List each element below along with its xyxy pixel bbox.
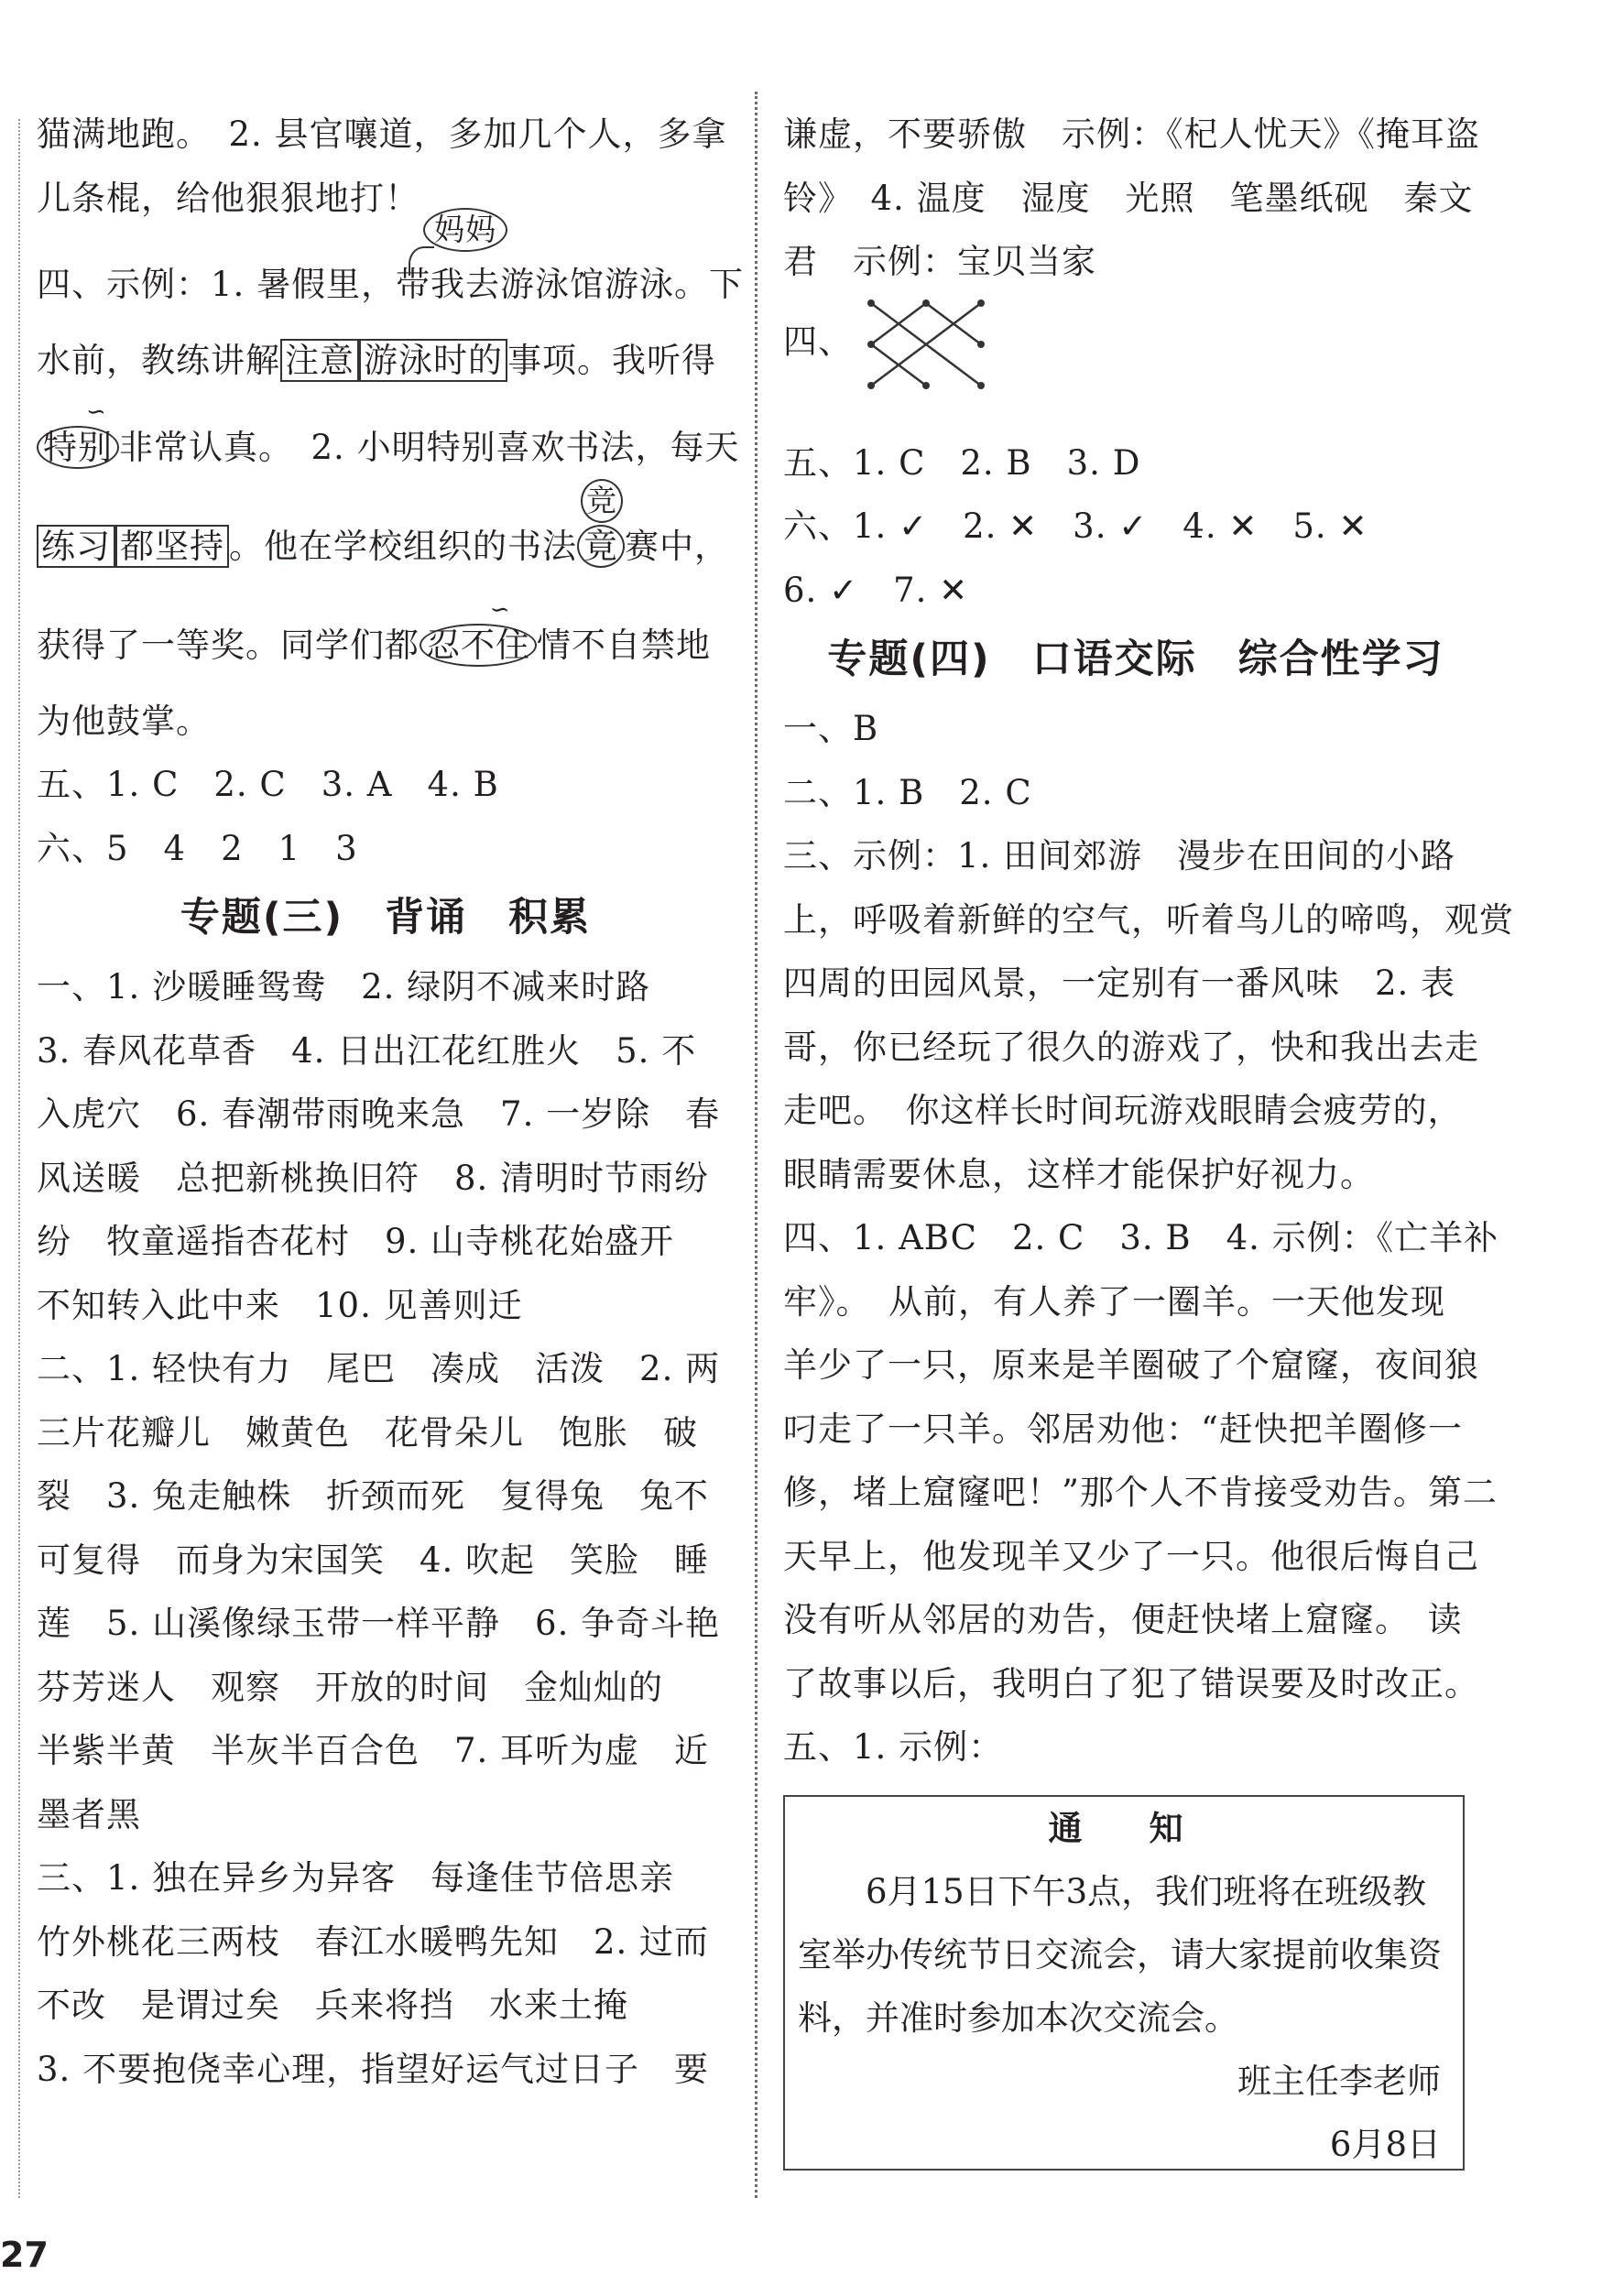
notice-signature: 班主任李老师 (1237, 2062, 1441, 2101)
check-icon: ✓ (1118, 506, 1149, 546)
answer-line: 不知转入此中来 10. 见善则迁 (37, 1285, 523, 1325)
column-divider (755, 92, 757, 2198)
answer-line: 不改 是谓过矣 兵来将挡 水来土掩 (37, 1986, 628, 2025)
correction-mark (577, 482, 625, 566)
boxed-word: 练习 (37, 525, 115, 568)
text-segment: 赛中， (625, 526, 729, 566)
answer-line: 莲 5. 山溪像绿玉带一样平静 6. 争奇斗艳 (37, 1604, 721, 1643)
cross-icon: ✕ (1008, 506, 1039, 546)
section-title: 专题(三) 背诵 积累 (180, 895, 592, 941)
deletion-mark (37, 397, 119, 467)
answer-line: 上，呼吸着新鲜的空气，听着鸟儿的啼鸣，观赏 (783, 899, 1514, 940)
answer-line: 四周的田园风景，一定别有一番风味 2. 表 (783, 963, 1456, 1003)
answer-line: 二、1. 轻快有力 尾巴 凑成 活泼 2. 两 (37, 1349, 721, 1388)
section-title: 专题(四) 口语交际 综合性学习 (827, 637, 1444, 682)
answer-line: 四、1. ABC 2. C 3. B 4. 示例：《亡羊补 (783, 1218, 1499, 1257)
answer-line: 3. 不要抱侥幸心理，指望好运气过日子 要 (37, 2049, 710, 2089)
text-segment: 事项。我听得 (507, 341, 716, 380)
text-segment: 获得了一等奖。同学们都 (37, 625, 420, 665)
text-segment: 3. (1038, 506, 1119, 546)
inserted-word: 妈妈 (423, 208, 507, 252)
text-segment: 情不自禁地 (537, 625, 711, 665)
text-segment: 四、 (783, 321, 853, 361)
answer-line (783, 495, 1488, 559)
answer-line: 三、1. 独在异乡为异客 每逢佳节倍思亲 (37, 1858, 675, 1898)
answer-line: 儿条棍，给他狠狠地打！ (37, 178, 420, 218)
text-segment: 六、1. (783, 506, 899, 546)
cross-icon: ✕ (1228, 506, 1259, 546)
answer-line: 君 示例：宝贝当家 (783, 242, 1096, 281)
answer-line: 五、1. C 2. B 3. D (783, 442, 1141, 483)
answer-line: 墨者黑 (37, 1794, 141, 1834)
text-segment: 非常认真。 2. 小明特别喜欢书法，每天 (119, 427, 740, 467)
answer-line: 五、1. C 2. C 3. A 4. B (37, 765, 499, 804)
circled-word: 忍不住 (420, 624, 537, 667)
text-segment: 带我去游泳馆游泳。下 (396, 265, 745, 304)
answer-line: 半紫半黄 半灰半百合色 7. 耳听为虚 近 (37, 1731, 710, 1770)
answer-line: 铃》 4. 温度 湿度 光照 笔墨纸砚 秦文 (783, 178, 1474, 218)
notice-body: 6月15日下午3点，我们班将在班级教室举办传统节日交流会，请大家提前收集资料，并准时参加本次交流会。 (798, 1872, 1442, 2038)
answer-line (37, 212, 745, 329)
answer-line: 走吧。 你这样长时间玩游戏眼睛会疲劳的， (783, 1091, 1463, 1130)
text-segment: 5. (1258, 506, 1339, 546)
page-number: 27 (0, 2235, 49, 2275)
text-segment: 四、示例：1. 暑假里， (37, 265, 397, 304)
answer-line: 入虎穴 6. 春潮带雨晚来急 7. 一岁除 春 (37, 1094, 721, 1134)
answer-line: 一、1. 沙暖睡鸳鸯 2. 绿阴不减来时路 (37, 967, 651, 1007)
answer-line: 叼走了一只羊。邻居劝他：“赶快把羊圈修一 (783, 1409, 1463, 1449)
answer-line: 一、B (783, 709, 879, 748)
answer-line: 二、1. B 2. C (783, 772, 1032, 812)
answer-line: 纷 牧童遥指杏花村 9. 山寺桃花始盛开 (37, 1222, 675, 1261)
answer-line: 芬芳迷人 观察 开放的时间 金灿灿的 (37, 1667, 663, 1707)
answer-line: 牢》。 从前，有人养了一圈羊。一天他发现 (783, 1281, 1445, 1322)
boxed-word: 都坚持 (115, 525, 229, 568)
answer-line: 为他鼓掌。 (37, 701, 211, 741)
text-segment: 4. (1148, 506, 1229, 546)
answer-line: 谦虚，不要骄傲 示例：《杞人忧天》《掩耳盗 (783, 114, 1480, 154)
answer-line (37, 329, 735, 393)
answer-line: 没有听从邻居的劝告，便赶快堵上窟窿。 读 (783, 1600, 1463, 1639)
boxed-word: 游泳时的 (359, 339, 507, 382)
text-segment: 。他在学校组织的书法 (229, 526, 577, 566)
answer-line: 猫满地跑。 2. 县官嚷道，多加几个人，多拿 (37, 114, 727, 154)
notice-date: 6月8日 (1329, 2125, 1441, 2164)
text-segment: 7. (858, 570, 940, 610)
check-icon: ✓ (899, 506, 929, 546)
boxed-word: 注意 (280, 339, 359, 382)
answer-line: 竹外桃花三两枝 春江水暖鸭先知 2. 过而 (37, 1921, 710, 1962)
answer-line: 五、1. 示例： (783, 1727, 1004, 1767)
answer-line: 了故事以后，我明白了犯了错误要及时改正。 (783, 1663, 1479, 1703)
left-column (37, 103, 745, 2101)
answer-line: 3. 春风花草香 4. 日出江花红胜火 5. 不 (37, 1030, 697, 1071)
answer-line (37, 591, 735, 690)
check-icon: ✓ (829, 570, 859, 610)
answer-line: 裂 3. 兔走触株 折颈而死 复得兔 兔不 (37, 1476, 710, 1516)
answer-line (783, 559, 1488, 623)
text-segment: 水前，教练讲解 (37, 341, 280, 380)
answer-line: 修，堵上窟窿吧！”那个人不肯接受劝告。第二 (783, 1473, 1498, 1512)
answer-line: 六、5 4 2 1 3 (37, 828, 358, 868)
answer-line: 风送暖 总把新桃换旧符 8. 清明时节雨纷 (37, 1158, 710, 1198)
circled-word: 竟 (577, 525, 625, 568)
left-margin-rule (18, 119, 20, 2198)
answer-line: 哥，你已经玩了很久的游戏了，快和我出去走 (783, 1027, 1479, 1067)
deletion-mark (420, 595, 537, 665)
circled-word: 特别 (37, 426, 119, 469)
delete-symbol-icon: ∽ (489, 595, 511, 624)
text-segment: 6. (783, 570, 830, 610)
corrected-character: 竞 (581, 479, 623, 523)
answer-line (37, 482, 735, 591)
answer-line: 三、示例：1. 田间郊游 漫步在田间的小路 (783, 836, 1456, 876)
answer-line: 三片花瓣儿 嫩黄色 花骨朵儿 饱胀 破 (37, 1412, 698, 1453)
answer-line: 眼睛需要休息，这样才能保护好视力。 (783, 1154, 1375, 1194)
answer-line (37, 393, 740, 492)
cross-icon: ✕ (939, 570, 969, 610)
answer-line: 天早上，他发现羊又少了一只。他很后悔自己 (783, 1536, 1479, 1576)
cross-icon: ✕ (1338, 506, 1368, 546)
text-segment: 2. (928, 506, 1009, 546)
right-column (783, 103, 1514, 1779)
answer-line: 羊少了一只，原来是羊圈破了个窟窿，夜间狼 (783, 1345, 1479, 1385)
delete-symbol-icon: ∽ (86, 397, 107, 426)
answer-line: 可复得 而身为宋国笑 4. 吹起 笑脸 睡 (37, 1540, 710, 1580)
matching-lines-diagram (862, 294, 990, 395)
caret-stroke (409, 246, 434, 276)
notice-title: 通 知 (1048, 1808, 1200, 1848)
notice-box (783, 1795, 1465, 2171)
answer-line (783, 294, 1488, 431)
